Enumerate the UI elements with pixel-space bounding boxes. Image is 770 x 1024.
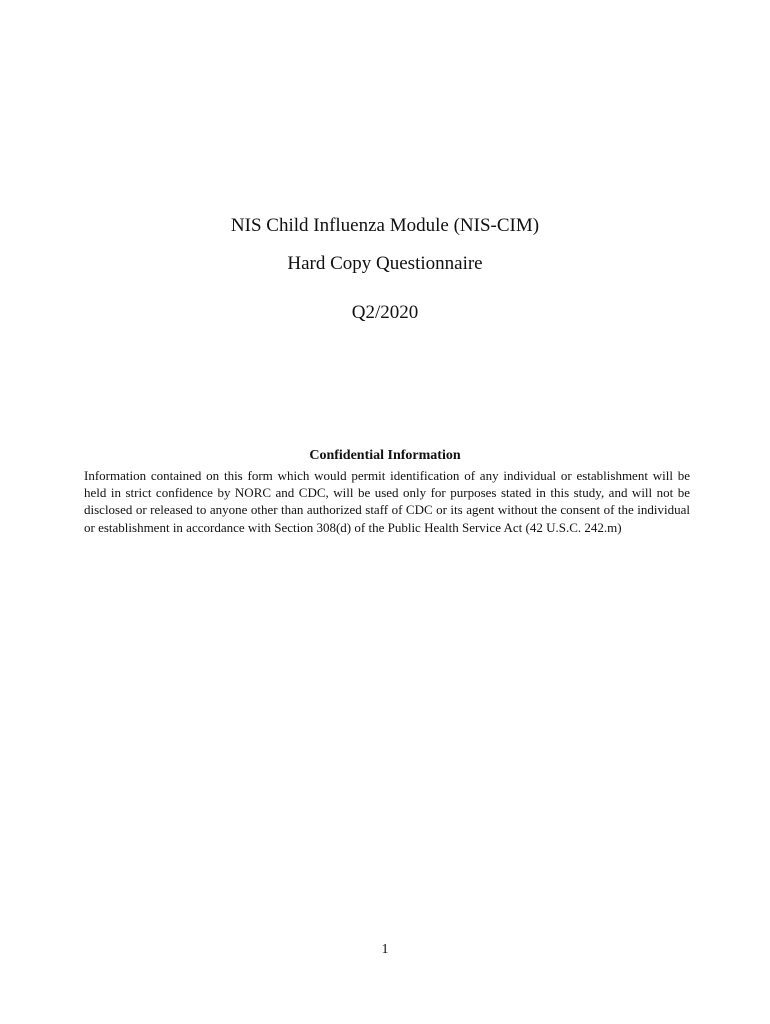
document-subtitle: Hard Copy Questionnaire: [287, 253, 483, 274]
confidential-heading: Confidential Information: [309, 448, 461, 463]
confidential-notice: Information contained on this form which would permit identification of any individual or establishment will be held in strict confidence by NORC and CDC, will be used only for purposes stated in this study, and will not be disclosed or released to anyone other than authorized staff of CDC or its agent without the consent of the individual or establishment in accordance with Section 308(d) of the Public Health Service Act (42 U.S.C. 242.m): [84, 468, 690, 535]
document-title: NIS Child Influenza Module (NIS-CIM): [230, 215, 540, 236]
page-number: 1: [381, 942, 389, 957]
document-period: Q2/2020: [351, 302, 419, 323]
